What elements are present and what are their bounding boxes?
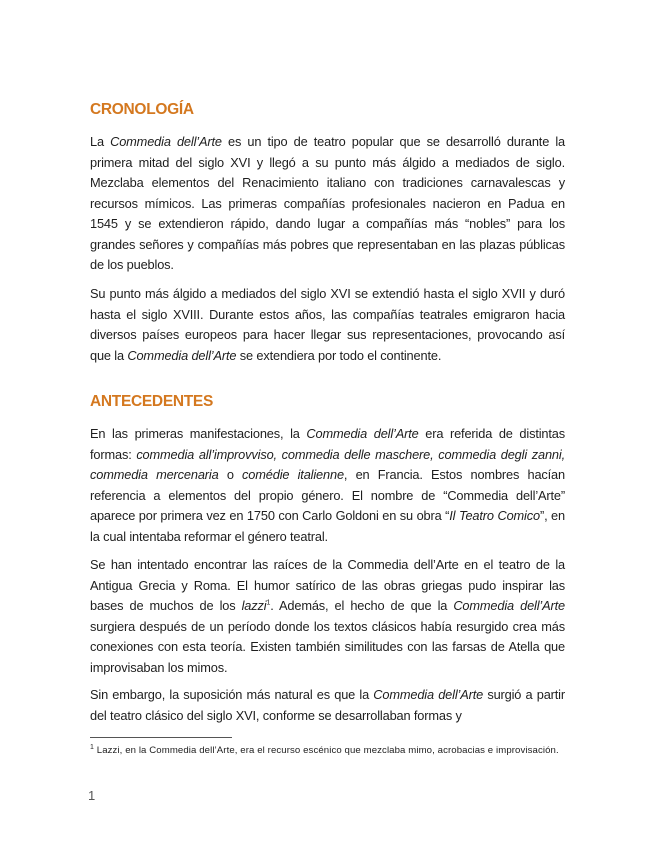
text-run: era referida de distintas formas: [90, 426, 566, 462]
page-number: 1 [88, 788, 96, 803]
text-run: Su punto más álgido a mediados del siglo XVI se extendió hasta el siglo XVII y duró hasta el siglo XVIII. Durante estos años, las compañías teatrales emigraron hacia diversos países europeos para hacer llegar sus representaciones, provocando así que la [90, 286, 565, 363]
italic-text: Commedia dell’Arte [110, 134, 222, 149]
text-run: ”, en la cual intentaba reformar el género teatral. [90, 508, 565, 544]
text-run: es un tipo de teatro popular que se desarrolló durante la primera mitad del siglo XVI y llegó a su punto más álgido a mediados de siglo. Mezclaba elementos del Renacimiento italiano con tradiciones carnavalescas y recursos mímicos. Las primeras compañías profesionales nacieron en Padua en 1545 y se extendieron rápido, dando lugar a compañías más “nobles” para los grandes señores y compañías más pobres que representaban en las plazas públicas de los pueblos. [90, 134, 565, 272]
footnote-marker: 1 [90, 743, 94, 751]
footnote-text: Lazzi, en la Commedia dell’Arte, era el recurso escénico que mezclaba mimo, acrobacias e improvisación. [94, 745, 559, 756]
text-run: , en Francia. Estos nombres hacían referencia a elementos del propio género. El nombre de “Commedia dell’Arte” aparece por primera vez en 1750 con Carlo Goldoni en su obra “ [90, 467, 565, 523]
paragraph [90, 555, 565, 678]
text-run: La [90, 134, 111, 149]
text-run: Sin embargo, la suposición más natural es que la [90, 687, 374, 702]
italic-text: lazzi [241, 598, 267, 613]
paragraph [90, 284, 565, 366]
text-run: se extendiera por todo el continente. [236, 347, 442, 363]
italic-text: Il Teatro Comico [449, 508, 540, 523]
paragraph [90, 685, 565, 726]
footnote-divider [90, 737, 232, 738]
text-run: En las primeras manifestaciones, la [90, 426, 307, 441]
text-run: surgiera después de un período donde los textos clásicos había resurgido crea más conexiones con esta teoría. Existen también similitudes con las farsas de Atella que improvisaban los mimos. [90, 618, 565, 675]
text-run: Se han intentado encontrar las raíces de la Commedia dell’Arte en el teatro de la Antigua Grecia y Roma. El humor satírico de las obras griegas pudo inspirar las bases de muchos de los [90, 557, 565, 613]
text-run: . Además, el hecho de que la [270, 598, 454, 613]
section-heading-cronologia: CRONOLOGÍA [90, 101, 194, 118]
footnote [90, 744, 565, 758]
italic-text: Commedia dell’Arte [453, 598, 565, 613]
footnote-ref: 1 [266, 599, 271, 607]
section-heading-antecedentes: ANTECEDENTES [90, 393, 213, 410]
text-run: surgió a partir del teatro clásico del siglo XVI, conforme se desarrollaban formas y [90, 687, 565, 723]
italic-text: commedia all’improvviso, commedia delle maschere, commedia degli zanni, commedia mercenaria [90, 446, 565, 482]
paragraph [90, 424, 565, 547]
paragraph [90, 132, 565, 276]
italic-text: Commedia dell’Arte [306, 426, 419, 441]
italic-text: comédie italienne [242, 467, 344, 482]
italic-text: Commedia dell’Arte [373, 687, 484, 702]
text-run: o [218, 467, 243, 482]
italic-text: Commedia dell’Arte [127, 347, 237, 363]
